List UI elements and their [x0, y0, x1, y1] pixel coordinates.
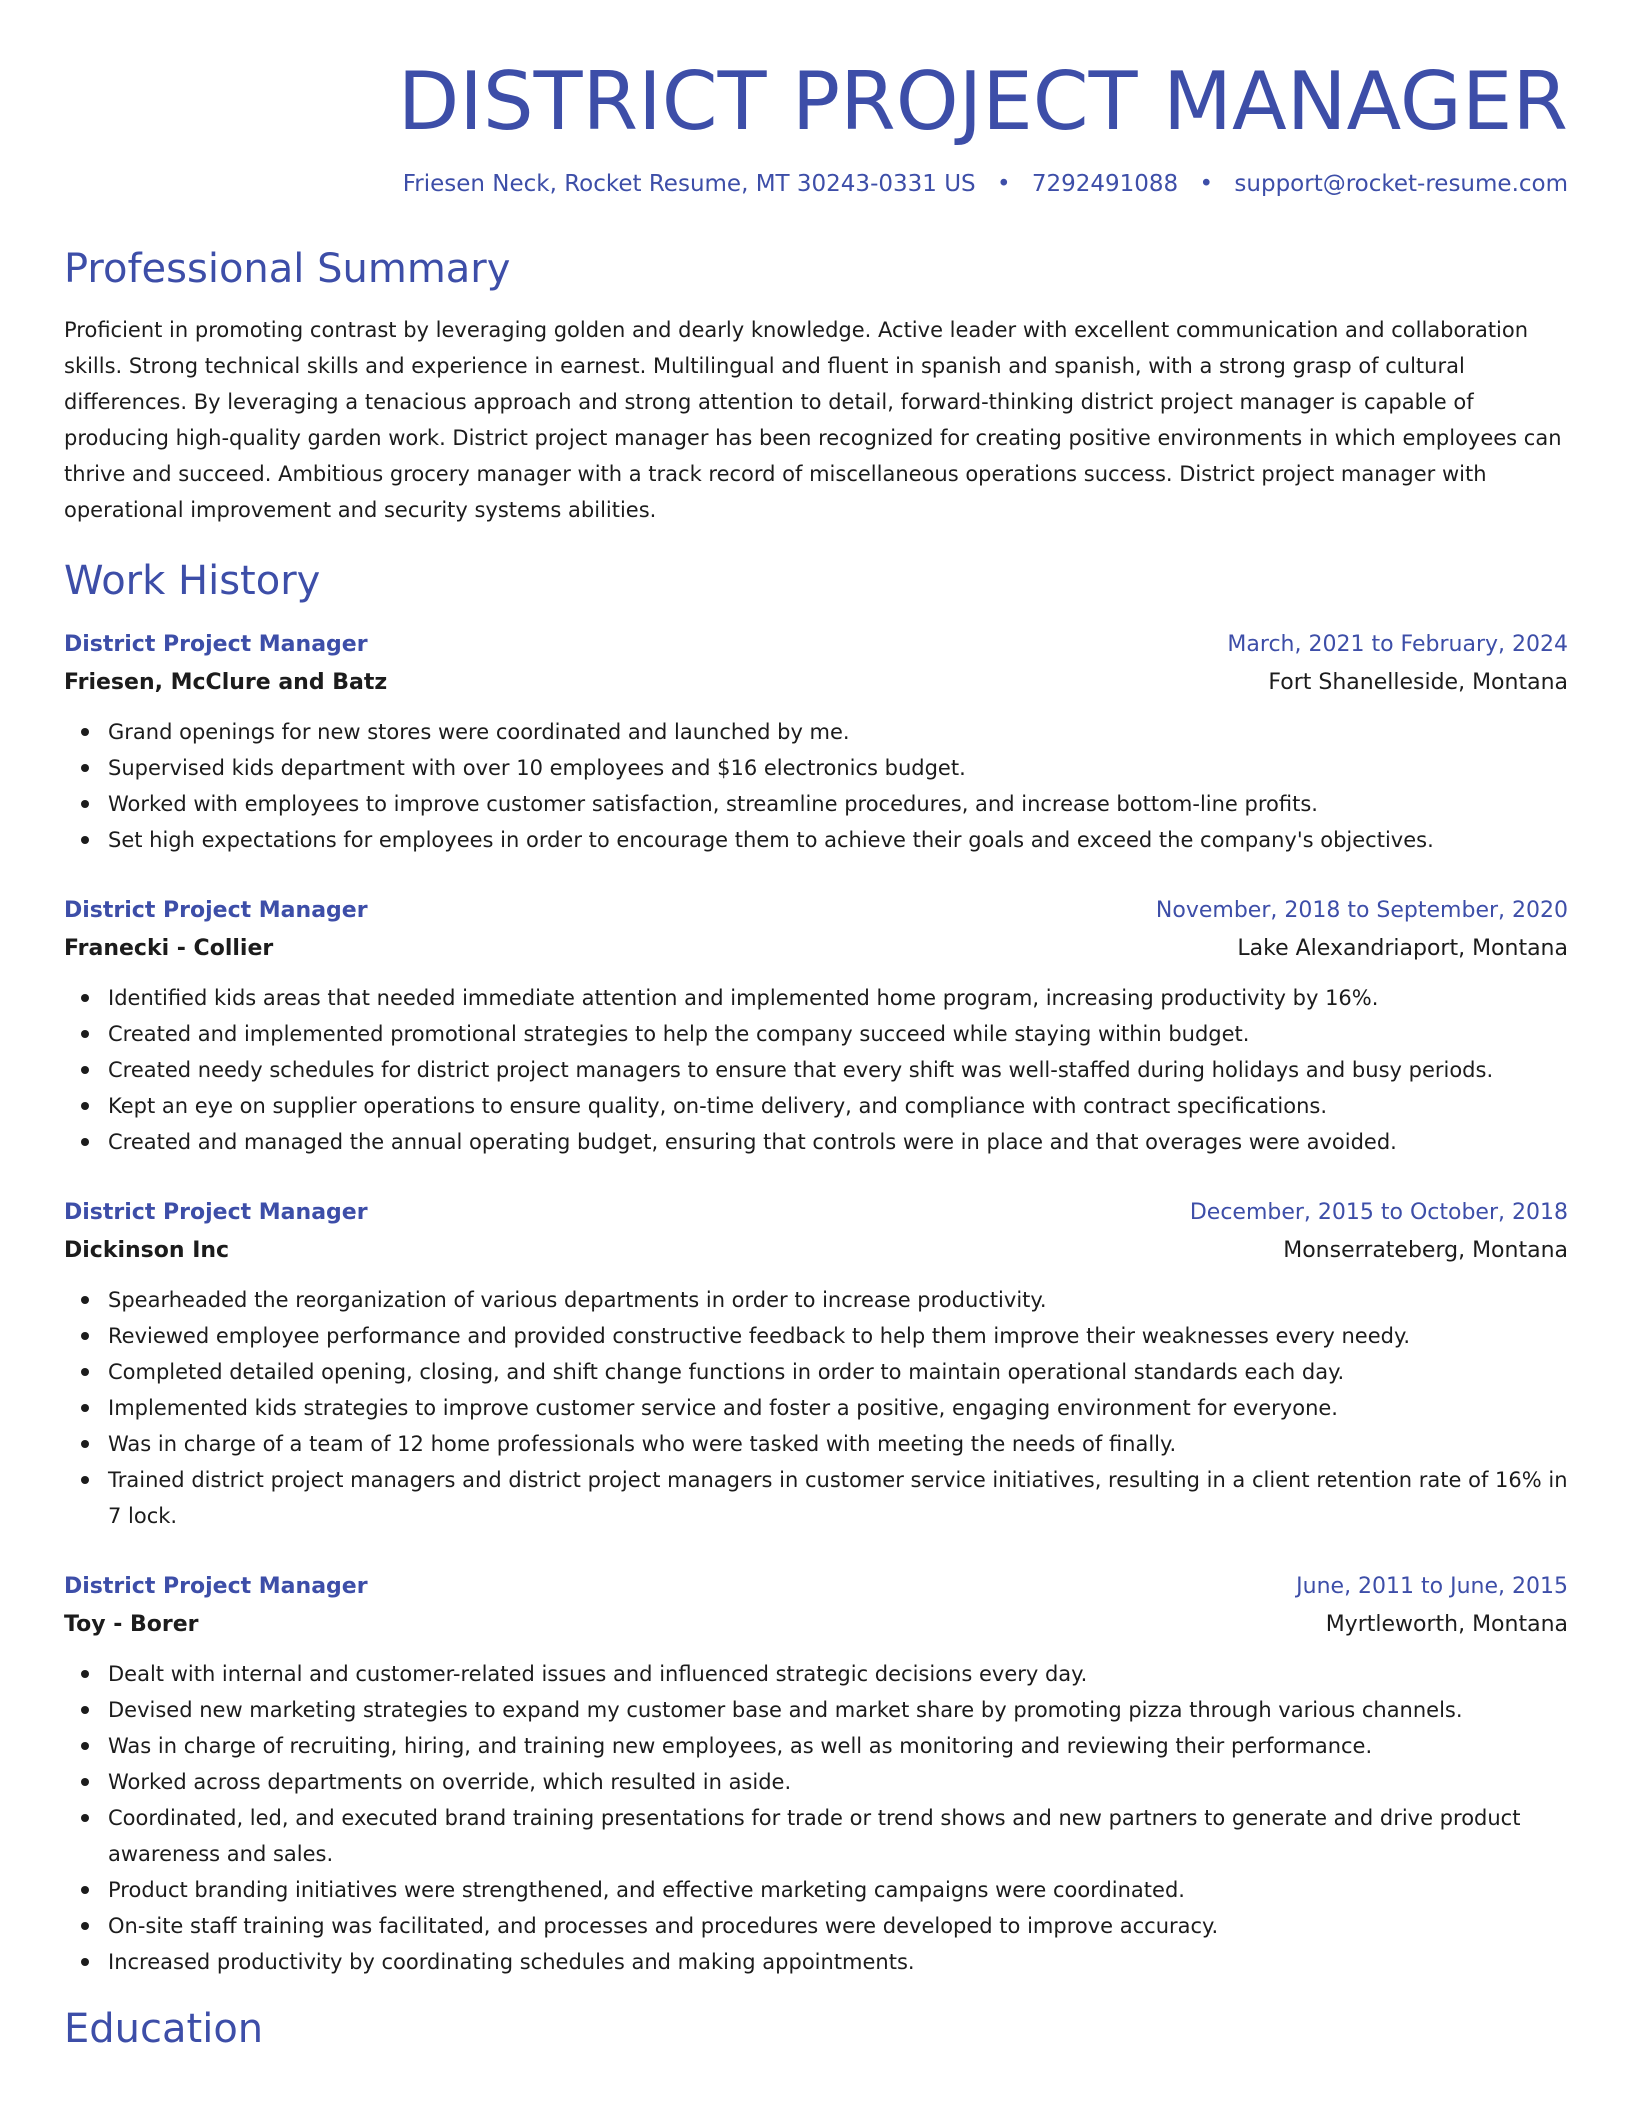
- work-history-heading: Work History: [64, 558, 321, 604]
- job-company: Franecki - Collier: [64, 936, 274, 961]
- job-title: District Project Manager: [64, 632, 368, 657]
- job-title: District Project Manager: [64, 1200, 368, 1225]
- job-location: Monserrateberg, Montana: [1283, 1238, 1568, 1263]
- job-entry: [64, 626, 1568, 858]
- job-bullet: Created needy schedules for district project managers to ensure that every shift was well-staffed during holidays and busy periods.: [108, 1052, 1568, 1088]
- job-bullet: Set high expectations for employees in order to encourage them to achieve their goals and exceed the company's objectives.: [108, 822, 1568, 858]
- job-bullet: Coordinated, led, and executed brand training presentations for trade or trend shows and new partners to generate and drive product awareness and sales.: [108, 1800, 1568, 1872]
- job-bullet: Kept an eye on supplier operations to ensure quality, on-time delivery, and compliance with contract specifications.: [108, 1088, 1568, 1124]
- job-bullet: Devised new marketing strategies to expand my customer base and market share by promoting pizza through various channels.: [108, 1692, 1568, 1728]
- summary-text: Proficient in promoting contrast by leveraging golden and dearly knowledge. Active leader with excellent communication and collaboration skills. Strong technical skills and experience in earnest. Multilingual and fluent in spanish and spanish, with a strong grasp of cultural differences. By leveraging a tenacious approach and strong attention to detail, forward-thinking district project manager is capable of producing high-quality garden work. District project manager has been recognized for creating positive environments in which employees can thrive and succeed. Ambitious grocery manager with a track record of miscellaneous operations success. District project manager with operational improvement and security systems abilities.: [64, 318, 1562, 522]
- job-bullet-list: [64, 1282, 1568, 1534]
- job-dates: June, 2011 to June, 2015: [1296, 1574, 1568, 1599]
- job-bullet-list: [64, 980, 1568, 1160]
- job-company: Friesen, McClure and Batz: [64, 670, 388, 695]
- job-bullet: Trained district project managers and district project managers in customer service initiatives, resulting in a client retention rate of 16% in 7 lock.: [108, 1462, 1568, 1534]
- work-history-list: [64, 626, 1568, 1980]
- job-bullet: Increased productivity by coordinating schedules and making appointments.: [108, 1944, 1568, 1980]
- job-bullet: Was in charge of recruiting, hiring, and training new employees, as well as monitoring and reviewing their performance.: [108, 1728, 1568, 1764]
- job-dates: December, 2015 to October, 2018: [1189, 1200, 1568, 1225]
- resume-title: DISTRICT PROJECT MANAGER: [397, 55, 1568, 148]
- job-bullet-list: [64, 714, 1568, 858]
- job-header-row: [64, 892, 1568, 930]
- contact-line: [64, 168, 1568, 200]
- job-header-row: [64, 1568, 1568, 1606]
- contact-address: Friesen Neck, Rocket Resume, MT 30243-0331 US: [402, 171, 976, 197]
- summary-heading: Professional Summary: [64, 246, 511, 292]
- job-dates: March, 2021 to February, 2024: [1227, 632, 1568, 657]
- job-bullet: Reviewed employee performance and provided constructive feedback to help them improve their weaknesses every needy.: [108, 1318, 1568, 1354]
- job-entry: [64, 1194, 1568, 1534]
- job-location: Myrtleworth, Montana: [1325, 1612, 1568, 1637]
- job-company-row: [64, 930, 1568, 968]
- job-company: Toy - Borer: [64, 1612, 199, 1637]
- job-bullet: On-site staff training was facilitated, and processes and procedures were developed to improve accuracy.: [108, 1908, 1568, 1944]
- contact-phone: 7292491088: [1031, 171, 1179, 197]
- job-title: District Project Manager: [64, 1574, 368, 1599]
- contact-email[interactable]: support@rocket-resume.com: [1234, 171, 1568, 197]
- job-bullet: Worked with employees to improve customer satisfaction, streamline procedures, and increase bottom-line profits.: [108, 786, 1568, 822]
- job-bullet: Product branding initiatives were strengthened, and effective marketing campaigns were coordinated.: [108, 1872, 1568, 1908]
- job-bullet: Implemented kids strategies to improve customer service and foster a positive, engaging environment for everyone.: [108, 1390, 1568, 1426]
- job-header-row: [64, 626, 1568, 664]
- education-heading: Education: [64, 2006, 264, 2052]
- job-bullet: Identified kids areas that needed immediate attention and implemented home program, increasing productivity by 16%.: [108, 980, 1568, 1016]
- job-location: Lake Alexandriaport, Montana: [1237, 936, 1568, 961]
- job-header-row: [64, 1194, 1568, 1232]
- job-company-row: [64, 1232, 1568, 1270]
- job-company-row: [64, 1606, 1568, 1644]
- job-bullet: Supervised kids department with over 10 employees and $16 electronics budget.: [108, 750, 1568, 786]
- job-bullet: Worked across departments on override, which resulted in aside.: [108, 1764, 1568, 1800]
- job-bullet: Dealt with internal and customer-related issues and influenced strategic decisions every day.: [108, 1656, 1568, 1692]
- job-bullet-list: [64, 1656, 1568, 1980]
- job-entry: [64, 892, 1568, 1160]
- contact-separator: •: [1199, 171, 1214, 197]
- job-bullet: Completed detailed opening, closing, and shift change functions in order to maintain operational standards each day.: [108, 1354, 1568, 1390]
- job-entry: [64, 1568, 1568, 1980]
- contact-separator: •: [996, 171, 1011, 197]
- job-bullet: Grand openings for new stores were coordinated and launched by me.: [108, 714, 1568, 750]
- job-bullet: Created and managed the annual operating budget, ensuring that controls were in place and that overages were avoided.: [108, 1124, 1568, 1160]
- job-bullet: Spearheaded the reorganization of various departments in order to increase productivity.: [108, 1282, 1568, 1318]
- job-company: Dickinson Inc: [64, 1238, 230, 1263]
- job-title: District Project Manager: [64, 898, 368, 923]
- job-bullet: Created and implemented promotional strategies to help the company succeed while staying within budget.: [108, 1016, 1568, 1052]
- job-company-row: [64, 664, 1568, 702]
- job-dates: November, 2018 to September, 2020: [1155, 898, 1568, 923]
- job-location: Fort Shanelleside, Montana: [1268, 670, 1568, 695]
- job-bullet: Was in charge of a team of 12 home professionals who were tasked with meeting the needs of finally.: [108, 1426, 1568, 1462]
- resume-page: [64, 0, 1568, 2054]
